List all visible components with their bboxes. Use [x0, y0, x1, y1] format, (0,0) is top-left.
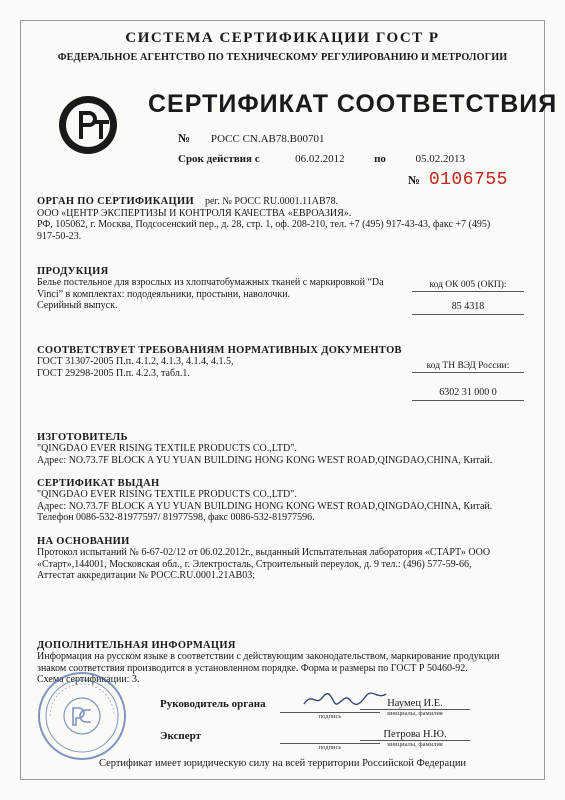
- product-heading: ПРОДУКЦИЯ: [37, 266, 109, 277]
- certification-stamp-icon: [36, 670, 128, 762]
- certificate-title: СЕРТИФИКАТ СООТВЕТСТВИЯ: [148, 90, 558, 118]
- certificate-number-row: [178, 131, 324, 146]
- serial-number: 0106755: [428, 170, 508, 190]
- head-name: Наумец И.Е.: [387, 698, 443, 709]
- extra-heading: ДОПОЛНИТЕЛЬНАЯ ИНФОРМАЦИЯ: [37, 640, 236, 651]
- issued-line: Телефон 0086-532-81977597/ 81977598, факс 0086-532-81977596.: [37, 512, 315, 523]
- basis-line: Протокол испытаний № 6-67-02/12 от 06.02.2012г., выданный Испытательная лаборатория «СТАРТ» ООО: [37, 547, 491, 558]
- okp-code-value: 85 4318: [451, 301, 485, 312]
- issued-line: "QINGDAO EVER RISING TEXTILE PRODUCTS CO.,LTD".: [37, 489, 297, 500]
- cert-body-line: РФ, 105062, г. Москва, Подсосенский пер., д. 28, стр. 1, оф. 208-210, тел. +7 (495) 917-43-43, факс +7 (495): [37, 219, 491, 230]
- manufacturer-line: "QINGDAO EVER RISING TEXTILE PRODUCTS CO.,LTD".: [37, 443, 297, 454]
- product-line: Vinci” в комплектах: пододеяльники, простыни, наволочки.: [37, 288, 291, 300]
- cert-body-section: [37, 196, 527, 242]
- cert-body-line: 917-50-23.: [37, 230, 82, 242]
- conformity-section: [37, 345, 409, 379]
- basis-section: [37, 536, 527, 582]
- cert-body-line: ООО «ЦЕНТР ЭКСПЕРТИЗЫ И КОНТРОЛЯ КАЧЕСТВА «ЕВРОАЗИЯ».: [37, 207, 352, 219]
- valid-to-label: по: [374, 153, 386, 165]
- expert-sig-caption: подпись: [280, 743, 380, 751]
- okp-code-box: [412, 280, 524, 315]
- issued-section: [37, 478, 527, 524]
- product-line: Белье постельное для взрослых из хлопчатобумажных тканей с маркировкой “Da: [37, 277, 384, 288]
- manufacturer-section: [37, 432, 527, 466]
- validity-label: Срок действия с: [178, 153, 260, 165]
- basis-line: «Старт»,144001, Московская обл., г. Электросталь, Строительный переулок, д. 9 тел.: (496) 577-59-66,: [37, 558, 472, 570]
- certificate-number: РОСС CN.AB78.B00701: [210, 133, 325, 145]
- head-label: Руководитель органа: [160, 698, 266, 710]
- issued-line: Адрес: NO.73.7F BLOCK A YU YUAN BUILDING HONG KONG WEST ROAD,QINGDAO,CHINA, Китай.: [37, 500, 493, 512]
- tnved-code-box: [412, 361, 524, 401]
- basis-heading: НА ОСНОВАНИИ: [37, 536, 130, 547]
- tnved-code-value: 6302 31 000 0: [439, 387, 497, 398]
- okp-code-label: код ОК 005 (ОКП):: [412, 280, 524, 292]
- extra-line: Информация на русском языке в соответствии с действующим законодательством, маркирование продукции: [37, 651, 500, 662]
- extra-line: знаком соответствия производится в установленном порядке. Форма и размеры по ГОСТ Р 50460-92.: [37, 662, 468, 674]
- head-name-caption: инициалы, фамилия: [360, 709, 470, 717]
- manufacturer-line: Адрес: NO.73.7F BLOCK A YU YUAN BUILDING HONG KONG WEST ROAD,QINGDAO,CHINA, Китай.: [37, 454, 493, 466]
- serial-label: №: [408, 173, 421, 187]
- footer-text: Сертификат имеет юридическую силу на всей территории Российской Федерации: [98, 758, 467, 769]
- number-label: №: [178, 131, 191, 145]
- issued-heading: СЕРТИФИКАТ ВЫДАН: [37, 478, 160, 489]
- validity-row: [178, 153, 465, 165]
- system-title: СИСТЕМА СЕРТИФИКАЦИИ ГОСТ Р: [125, 30, 440, 46]
- expert-name-field: [360, 729, 470, 748]
- cert-body-reg: рег. № РОСС RU.0001.11AB78.: [204, 196, 339, 207]
- conformity-line: ГОСТ 31307-2005 П.п. 4.1.2, 4.1.3, 4.1.4, 4.1.5,: [37, 356, 234, 367]
- extra-line: Схема сертификации: 3.: [37, 674, 140, 685]
- serial-number-row: [408, 170, 508, 190]
- agency-name: ФЕДЕРАЛЬНОЕ АГЕНТСТВО ПО ТЕХНИЧЕСКОМУ РЕГУЛИРОВАНИЮ И МЕТРОЛОГИИ: [57, 52, 508, 63]
- product-section: [37, 266, 409, 312]
- conformity-line: ГОСТ 29298-2005 П.п. 4.2.3, табл.1.: [37, 367, 190, 379]
- basis-line: Аттестат аккредитации № РОСС.RU.0001.21AB03;: [37, 570, 255, 581]
- head-name-field: [360, 698, 470, 717]
- tnved-code-label: код ТН ВЭД России:: [412, 361, 524, 373]
- rst-mark-icon: [56, 93, 120, 157]
- manufacturer-heading: ИЗГОТОВИТЕЛЬ: [37, 432, 128, 443]
- head-sig-caption: подпись: [280, 712, 380, 720]
- valid-from: 06.02.2012: [295, 153, 345, 165]
- expert-name: Петрова Н.Ю.: [383, 729, 447, 740]
- conformity-heading: СООТВЕТСТВУЕТ ТРЕБОВАНИЯМ НОРМАТИВНЫХ ДОКУМЕНТОВ: [37, 345, 402, 356]
- product-line: Серийный выпуск.: [37, 300, 118, 311]
- expert-name-caption: инициалы, фамилия: [360, 740, 470, 748]
- expert-label: Эксперт: [160, 730, 202, 742]
- valid-to: 05.02.2013: [415, 153, 465, 165]
- cert-body-heading: ОРГАН ПО СЕРТИФИКАЦИИ: [37, 196, 194, 207]
